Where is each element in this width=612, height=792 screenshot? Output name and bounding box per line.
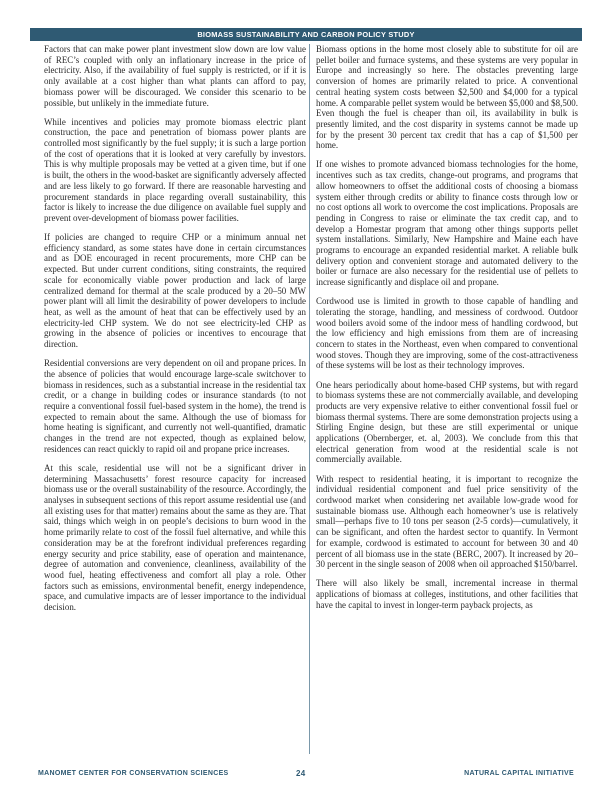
paragraph: Biomass options in the home most closely able to substitute for oil are pellet boiler and furnace systems, and these systems are very popular in Europe and increasingly so here. The obstacles preventing large conversion of homes are primarily related to price. A conventional central heating system costs between $2,500 and $4,000 for a typical home. A comparable pellet system would be between $5,000 and $8,500. Even though the fuel is cheaper than oil, its availability in bulk is presently limited, and the cost disparity in systems cannot be made up for by the present 30 percent tax credit that has a cap of $1,500 per home. (316, 44, 578, 151)
paragraph: If policies are changed to require CHP or a minimum annual net efficiency standard, as some states have done in certain circumstances and as DOE encouraged in recent procurements, more CHP can be expected. But under current conditions, siting constraints, the required scale for economically viable power production and lack of large centralized demand for thermal at the scale produced by a 20–50 MW power plant will all limit the desirability of power developers to include heat, as well as the amount of heat that can be effectively used by an electricity-led CHP system. We do not see electricity-led CHP as growing in the absence of policies or incentives to encourage that direction. (44, 232, 306, 350)
paragraph: Factors that can make power plant investment slow down are low value of REC’s coupled with only an inflationary increase in the price of electricity. Also, if the availability of fuel supply is restricted, or if it is only available at a cost higher than what plants can afford to pay, biomass power will be discouraged. We consider this scenario to be possible, but unlikely in the immediate future. (44, 44, 306, 108)
column-divider (309, 44, 310, 754)
page-number: 24 (296, 769, 306, 778)
paragraph: While incentives and policies may promote biomass electric plant construction, the pace and penetration of biomass power plants are controlled most significantly by the fuel supply; it is such a large portion of the cost of operations that it is looked at very carefully by investors. This is why multiple proposals may be vetted at a given time, but if one is built, the others in the wood-basket are significantly adversely affected and are less likely to go forward. If there are reasonable harvesting and procurement standards in place regarding overall sustainability, this factor is likely to increase the due diligence on available fuel supply and prevent over-development of biomass power facilities. (44, 116, 306, 223)
right-text-column (316, 44, 578, 619)
paragraph: With respect to residential heating, it is important to recognize the individual residential component and fuel price sensitivity of the cordwood market when considering net available low-grade wood for sustainable biomass use. Although each homeowner’s use is relatively small—perhaps five to 10 tons per season (2-5 cords)—cumulatively, it can be significant, and often the hardest sector to quantify. In Vermont for example, cordwood is estimated to account for between 30 and 40 percent of all biomass use in the state (BERC, 2007). It increased by 20–30 percent in the single season of 2008 when oil approached $150/barrel. (316, 473, 578, 570)
paragraph: One hears periodically about home-based CHP systems, but with regard to biomass systems these are not commercially available, and developing products are very expensive relative to either conventional fossil fuel or biomass thermal systems. There are some demonstration projects using a Stirling Engine design, but these are still experimental or unique applications (Obernberger, et. al, 2003). We conclude from this that electrical generation from wood at the residential scale is not commercially available. (316, 379, 578, 465)
running-header-title: BIOMASS SUSTAINABILITY AND CARBON POLICY STUDY (197, 30, 415, 39)
left-text-column (44, 44, 306, 621)
footer-initiative: NATURAL CAPITAL INITIATIVE (464, 770, 574, 777)
page-footer (0, 770, 612, 782)
paragraph: Residential conversions are very dependent on oil and propane prices. In the absence of policies that would encourage large-scale switchover to biomass in residences, such as a substantial increase in the residential tax credit, or a change in building codes or insurance standards (to not require a conventional fossil fuel-based system in the home), the trend is expected to remain about the same. Although the use of biomass for home heating is significant, and currently not well-quantified, dramatic changes in the trend are not expected, though as explained below, residences can react quickly to rapid oil and propane price increases. (44, 358, 306, 454)
running-header-band (30, 28, 582, 41)
paragraph: There will also likely be small, incremental increase in thermal applications of biomass at colleges, institutions, and other facilities that have the capital to invest in longer-term payback projects, as (316, 578, 578, 610)
paragraph: At this scale, residential use will not be a significant driver in determining Massachusetts’ forest resource capacity for increased biomass use or the overall sustainability of the resource. Accordingly, the analyses in subsequent sections of this report assume residential use (and all existing uses for that matter) remains about the same as they are. That said, things which weigh in on people’s decisions to burn wood in the home primarily relate to cost of the fossil fuel alternative, and while this consideration may be at the forefront individual preferences regarding energy security and price stability, ease of operation and maintenance, degree of automation and convenience, cleanliness, availability of the wood fuel, heating effectiveness and comfort all play a role. Other factors such as emissions, environmental benefit, energy independence, space, and cumulative impacts are of lesser importance to the individual decision. (44, 462, 307, 613)
paragraph: Cordwood use is limited in growth to those capable of handling and tolerating the storage, handling, and messiness of cordwood. Outdoor wood boilers avoid some of the indoor mess of handling cordwood, but the low efficiency and high emissions from them are of increasing concern to states in the Northeast, even when compared to conventional wood stoves. Though they are improving, some of the cost-attractiveness of these systems will be lost as their technology improves. (316, 296, 578, 371)
footer-organization: MANOMET CENTER FOR CONSERVATION SCIENCES (38, 770, 229, 777)
paragraph: If one wishes to promote advanced biomass technologies for the home, incentives such as tax credits, change-out programs, and programs that allow homeowners to offset the additional costs of choosing a biomass system either through credits or ability to finance costs through low or no cost options all work to overcome the cost implications. Proposals are pending in Congress to raise or eliminate the tax credit cap, and to develop a Homestar program that among other things supports pellet system installations. Similarly, New Hampshire and Maine each have programs to encourage an expanded residential market. A reliable bulk delivery option and convenient storage and automated delivery to the boiler or furnace are also necessary for the residential use of pellets to increase significantly and displace oil and propane. (316, 159, 578, 288)
